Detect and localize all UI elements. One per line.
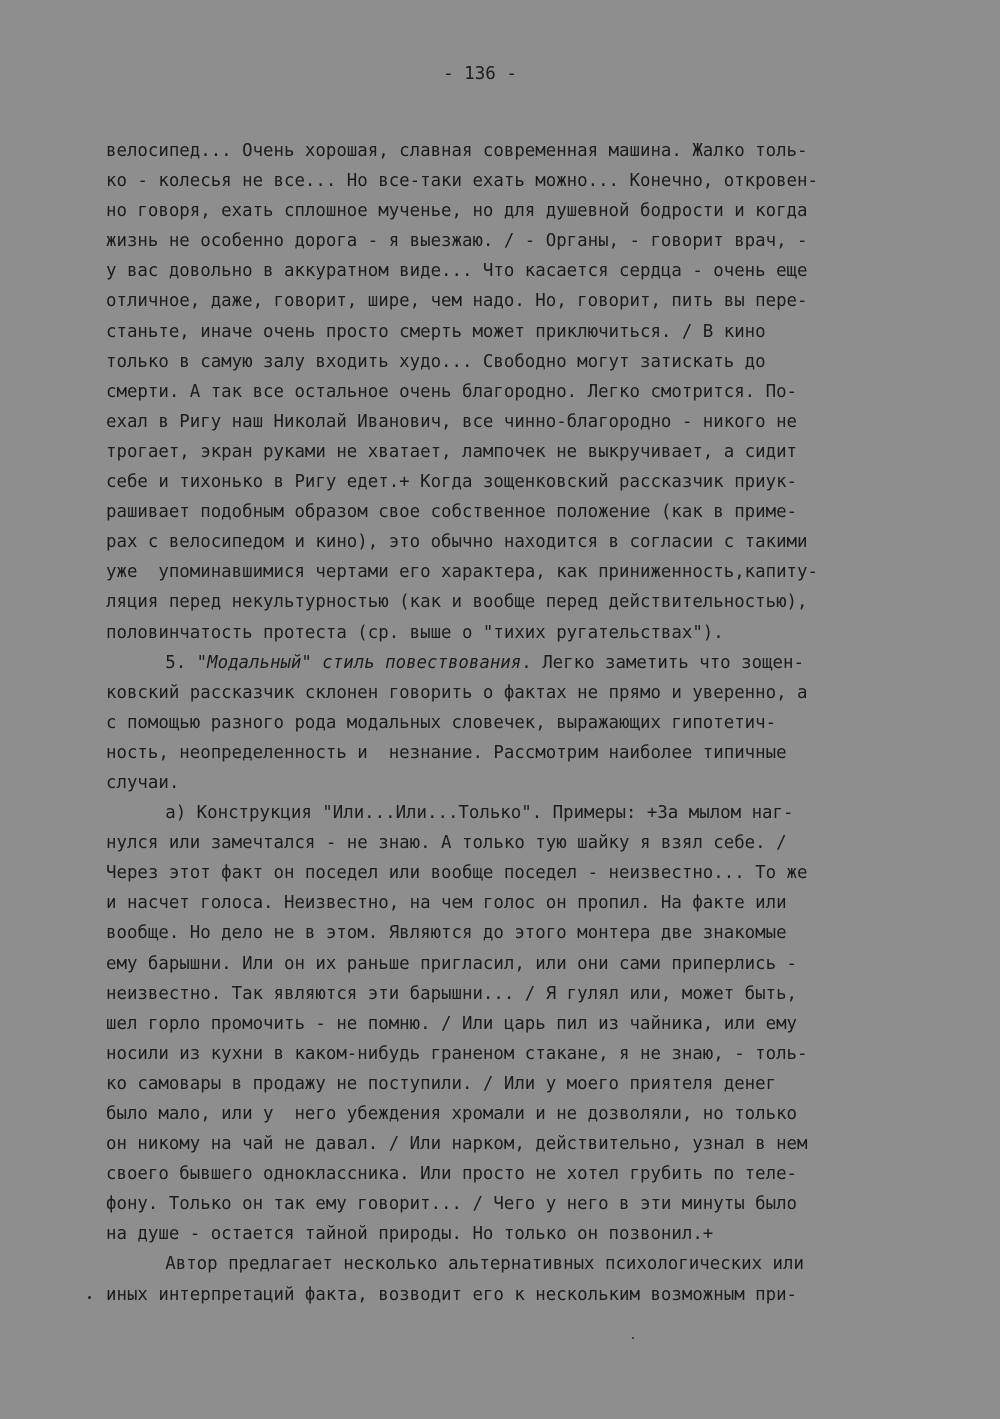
text-line — [106, 497, 818, 527]
text-line-content: трогает, экран руками не хватает, лампочек не выкручивает, а сидит — [106, 441, 798, 462]
text-line — [106, 678, 818, 708]
text-line-content: ковский рассказчик склонен говорить о фактах не прямо и уверенно, а — [106, 682, 808, 703]
text-line-content: ность, неопределенность и незнание. Рассмотрим наиболее типичные — [106, 742, 787, 763]
text-line — [106, 618, 818, 648]
text-line-content: ехал в Ригу наш Николай Иванович, все чинно-благородно - никого не — [106, 411, 798, 432]
text-line-content: Автор предлагает несколько альтернативных психологических или — [165, 1254, 804, 1275]
text-line-content: рах с велосипедом и кино), это обычно находится в согласии с такими — [106, 532, 808, 553]
text-line — [106, 1249, 818, 1279]
text-line-content: фону. Только он так ему говорит... / Чего у него в эти минуты было — [106, 1194, 798, 1215]
text-line — [106, 918, 818, 948]
text-line — [106, 1009, 818, 1039]
text-line-content: но говоря, ехать сплошное мученье, но для душевной бодрости и когда — [106, 201, 808, 222]
text-line-content: ко самовары в продажу не поступили. / Или у моего приятеля денег — [106, 1073, 777, 1094]
text-line-content: и насчет голоса. Неизвестно, на чем голос он пропил. На факте или — [106, 893, 787, 914]
text-line — [106, 798, 818, 828]
text-line — [106, 949, 818, 979]
text-line-content: было мало, или у него убеждения хромали и не дозволяли, но только — [106, 1104, 798, 1124]
text-line-content: случаи. — [106, 772, 180, 793]
text-line — [106, 1099, 818, 1129]
text-line-content: велосипед... Очень хорошая, славная современная машина. Жалко толь- — [106, 141, 808, 161]
text-line — [106, 1069, 818, 1099]
page-number: - 136 - — [443, 64, 517, 84]
text-line — [106, 557, 818, 587]
text-line — [106, 136, 818, 166]
text-line-content: уже упоминавшимися чертами его характера, как приниженность,капиту- — [106, 562, 818, 583]
body-text — [106, 136, 818, 1310]
scan-speck — [88, 1296, 91, 1299]
text-line-content: вообще. Но дело не в этом. Являются до этого монтера две знакомые — [106, 923, 787, 944]
text-line-content: носили из кухни в каком-нибудь граненом стакане, я не знаю, - толь- — [106, 1043, 808, 1064]
scan-speck — [632, 1337, 634, 1339]
text-line-content: отличное, даже, говорит, шире, чем надо. Но, говорит, пить вы пере- — [106, 291, 808, 312]
text-line — [106, 708, 818, 738]
text-line — [106, 858, 818, 888]
text-line — [106, 738, 818, 768]
text-line-content: он никому на чай не давал. / Или нарком, действительно, узнал в нем — [106, 1134, 808, 1155]
text-line — [106, 166, 818, 196]
text-line-continuation: . Легко заметить что зощен- — [521, 652, 804, 673]
text-line-content: а) Конструкция "Или...Или...Только". Примеры: +За мылом наг- — [165, 803, 794, 824]
text-line-content: Через этот факт он поседел или вообще поседел - неизвестно... То же — [106, 863, 808, 884]
text-line-content: ко - колесья не все... Но все-таки ехать можно... Конечно, откровен- — [106, 171, 818, 192]
text-line-content: с помощью разного рода модальных словечек, выражающих гипотетич- — [106, 712, 777, 733]
text-line — [106, 1159, 818, 1189]
text-line — [106, 226, 818, 256]
text-line — [106, 1129, 818, 1159]
text-line — [106, 1219, 818, 1249]
text-line-content: неизвестно. Так являются эти барышни... / Я гулял или, может быть, — [106, 983, 798, 1004]
text-line — [106, 196, 818, 226]
text-line — [106, 1039, 818, 1069]
text-line — [106, 979, 818, 1009]
text-line — [106, 648, 818, 678]
text-line — [106, 347, 818, 377]
text-line — [106, 768, 818, 798]
text-line — [106, 587, 818, 617]
text-line — [106, 467, 818, 497]
text-line-content: смерти. А так все остальное очень благородно. Легко смотрится. По- — [106, 381, 798, 402]
text-line-content: себе и тихонько в Ригу едет.+ Когда зощенковский рассказчик приук- — [106, 472, 798, 493]
text-line-content: своего бывшего одноклассника. Или просто не хотел грубить по теле- — [106, 1164, 798, 1185]
text-line-content: у вас довольно в аккуратном виде... Что касается сердца - очень еще — [106, 261, 808, 282]
text-line — [106, 1189, 818, 1219]
text-line — [106, 317, 818, 347]
section-heading-italic: "Модальный" стиль повествования — [196, 652, 522, 673]
text-line — [106, 828, 818, 858]
text-line-content: ему барышни. Или он их раньше пригласил, или они сами приперлись - — [106, 953, 798, 974]
text-line — [106, 437, 818, 467]
text-line-content: иных интерпретаций факта, возводит его к нескольким возможным при- — [106, 1284, 798, 1305]
text-line-content: только в самую залу входить худо... Свободно могут затискать до — [106, 351, 766, 372]
text-line-content: на душе - остается тайной природы. Но только он позвонил.+ — [106, 1224, 714, 1245]
text-line-content: половинчатость протеста (ср. выше о "тихих ругательствах"). — [106, 622, 724, 643]
text-line — [106, 286, 818, 316]
text-line — [106, 1280, 818, 1310]
text-line — [106, 377, 818, 407]
text-line — [106, 888, 818, 918]
text-line-content: рашивает подобным образом свое собственное положение (как в приме- — [106, 502, 798, 523]
text-line — [106, 407, 818, 437]
text-line-content: ляция перед некультурностью (как и вообще перед действительностью), — [106, 592, 808, 613]
text-line-content: 5. — [165, 652, 197, 673]
text-line-content: жизнь не особенно дорога - я выезжаю. / - Органы, - говорит врач, - — [106, 231, 808, 252]
text-line-content: станьте, иначе очень просто смерть может приключиться. / В кино — [106, 321, 766, 342]
text-line-content: шел горло промочить - не помню. / Или царь пил из чайника, или ему — [106, 1013, 798, 1034]
text-line — [106, 256, 818, 286]
text-line-content: нулся или замечтался - не знаю. А только тую шайку я взял себе. / — [106, 833, 787, 854]
text-line — [106, 527, 818, 557]
